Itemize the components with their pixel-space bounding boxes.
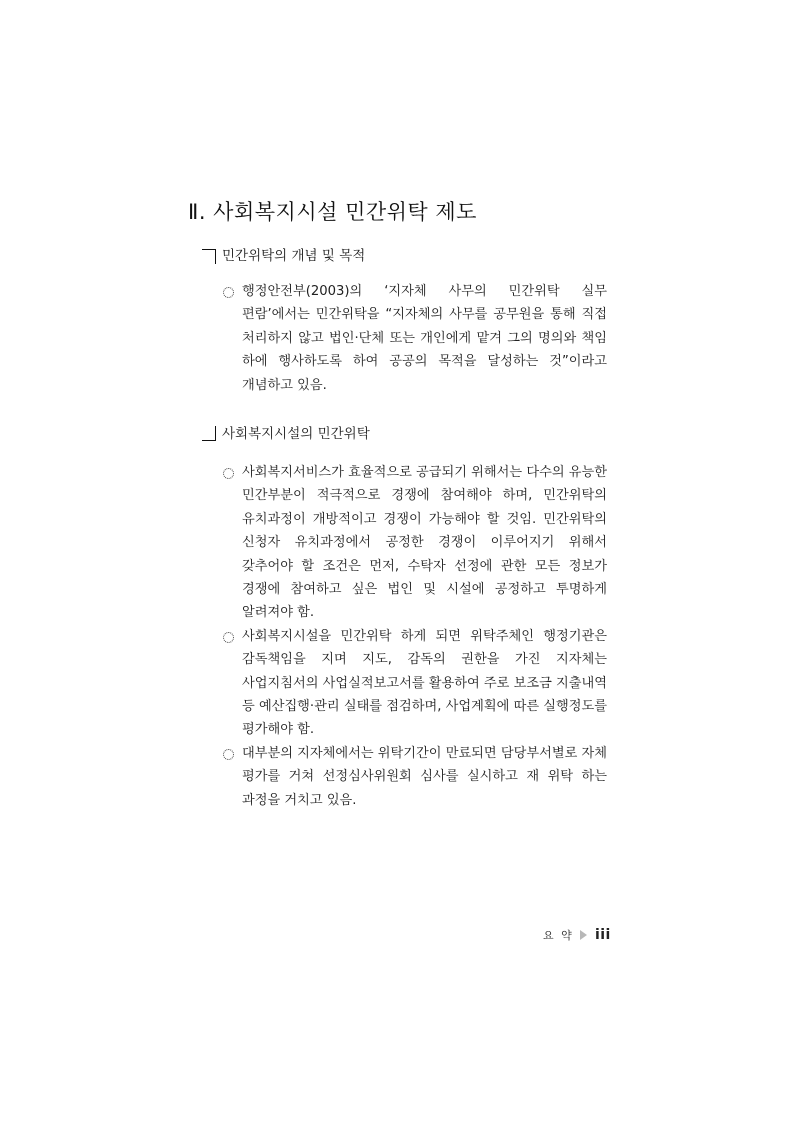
list-item <box>202 742 607 812</box>
circle-bullet-icon <box>223 468 234 479</box>
chapter-title: Ⅱ. 사회복지시설 민간위탁 제도 <box>188 200 477 224</box>
circle-bullet-icon <box>223 287 234 298</box>
bullet-list <box>202 280 622 397</box>
section-heading-text: 민간위탁의 개념 및 목적 <box>222 248 366 264</box>
section-heading-text: 사회복지시설의 민간위탁 <box>222 426 370 442</box>
list-item-text: 행정안전부(2003)의 ‘지자체 사무의 민간위탁 실무 편람’에서는 민간위탁을 “지자체의 사무를 공무원을 통해 직접 처리하지 않고 법인·단체 또는 개인에게 맡겨 그의 명의와 책임 하에 행사하도록 하여 공공의 목적을 달성하는 것”이라고 개념하고 있음. <box>242 284 607 393</box>
section-welfare-facility-outsourcing <box>202 424 622 812</box>
list-item <box>202 625 607 742</box>
section-concept-purpose <box>202 246 622 397</box>
page-footer <box>543 924 611 944</box>
page-number: iii <box>594 926 611 943</box>
bracket-corner-icon <box>202 249 216 264</box>
list-item <box>202 461 607 625</box>
section-heading <box>202 424 622 446</box>
list-item-text: 사회복지시설을 민간위탁 하게 되면 위탁주체인 행정기관은 감독책임을 지며 지도, 감독의 권한을 가진 지자체는 사업지침서의 사업실적보고서를 활용하여 주로 보조금 지출내역 등 예산집행·관리 실태를 점검하며, 사업계획에 따른 실행정도를 평가해야 함. <box>242 628 607 738</box>
circle-bullet-icon <box>223 749 234 760</box>
list-item <box>202 280 607 397</box>
list-item-text: 대부분의 지자체에서는 위탁기간이 만료되면 담당부서별로 자체 평가를 거쳐 선정심사위원회 심사를 실시하고 재 위탁 하는 과정을 거치고 있음. <box>242 745 607 808</box>
bracket-corner-icon <box>202 426 216 441</box>
list-item-text: 사회복지서비스가 효율적으로 공급되기 위해서는 다수의 유능한 민간부분이 적극적으로 경쟁에 참여해야 하며, 민간위탁의 유치과정이 개방적이고 경쟁이 가능해야 할 것임. 민간위탁의 신청자 유치과정에서 공정한 경쟁이 이루어지기 위해서 갖추어야 할 조건은 먼저, 수탁자 선정에 관한 모든 정보가 경쟁에 참여하고 싶은 법인 및 시설에 공정하고 투명하게 알려져야 함. <box>242 465 607 621</box>
section-heading <box>202 246 622 268</box>
footer-section-label: 요 약 <box>543 928 574 942</box>
arrow-right-icon <box>580 930 587 940</box>
circle-bullet-icon <box>223 632 234 643</box>
bullet-list <box>202 461 622 812</box>
